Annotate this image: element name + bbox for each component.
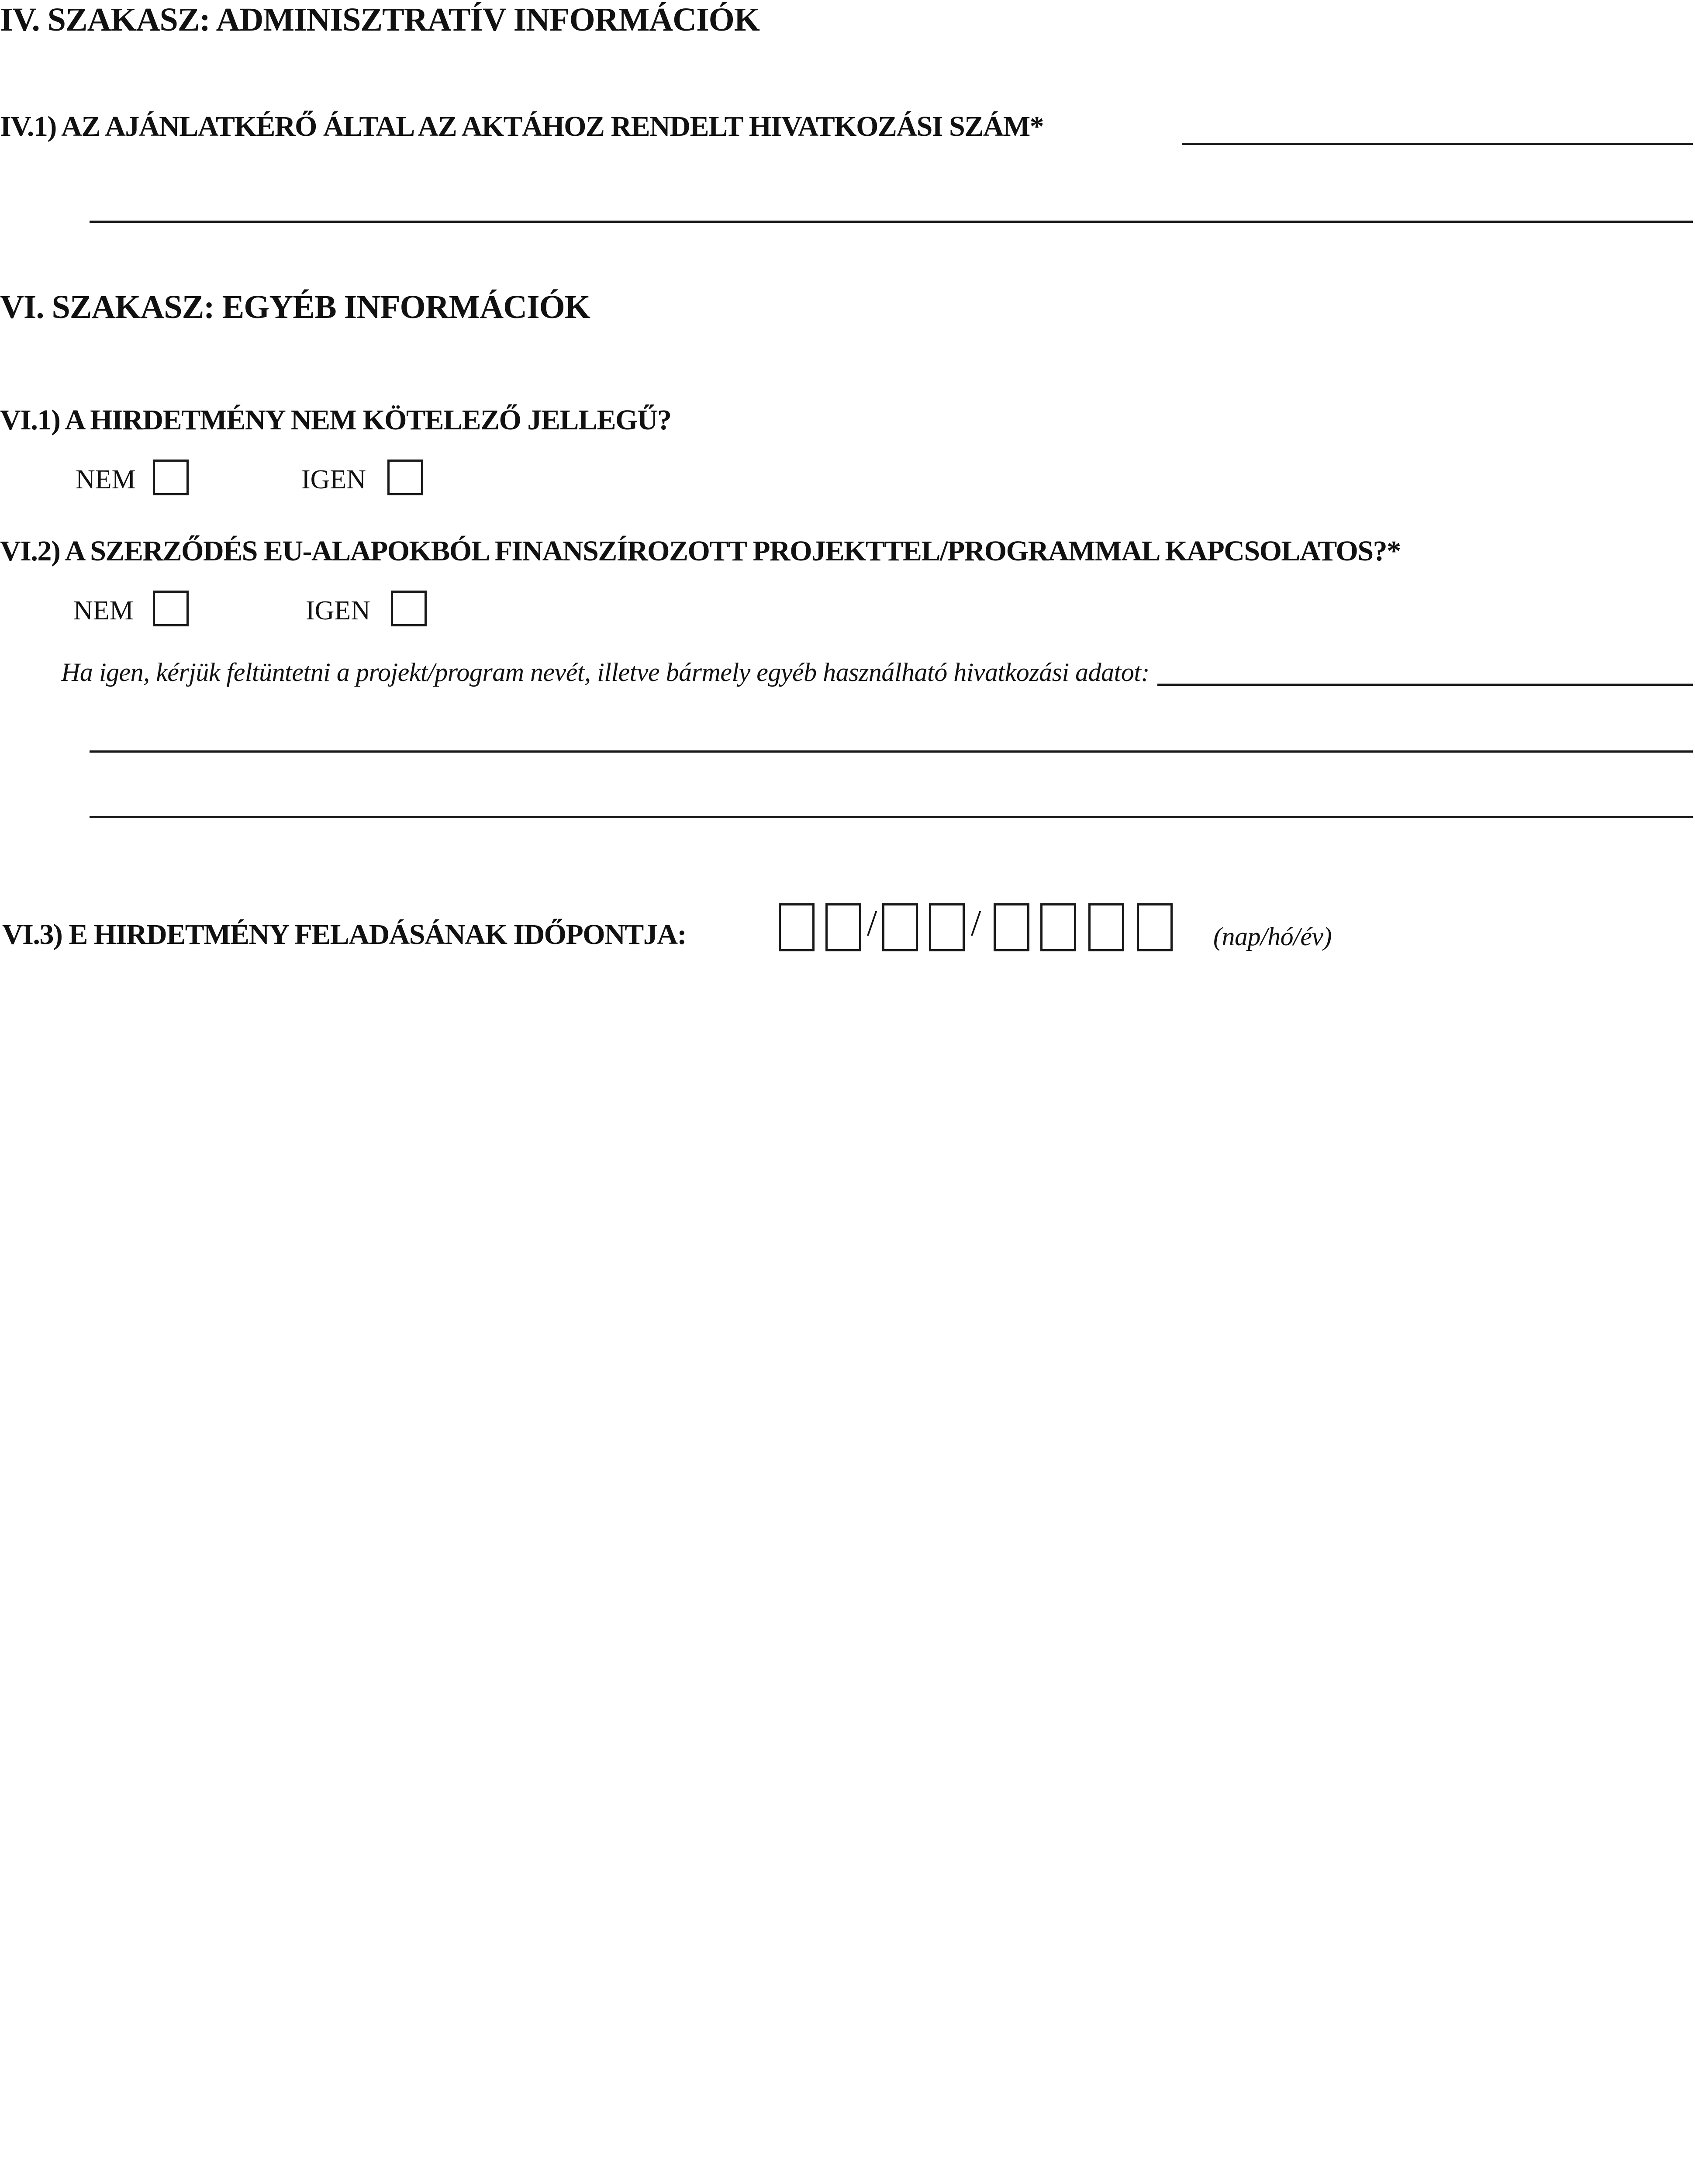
vi2-note: Ha igen, kérjük feltüntetni a projekt/program nevét, illetve bármely egyéb használható hivatkozási adatot: <box>61 658 1150 687</box>
vi2-continuation-line-1[interactable] <box>90 750 1693 753</box>
vi2-continuation-line-2[interactable] <box>90 816 1693 818</box>
vi3-label: VI.3) E HIRDETMÉNY FELADÁSÁNAK IDŐPONTJA: <box>2 919 686 950</box>
date-month-digit-2[interactable] <box>929 903 965 951</box>
vi2-project-name-line[interactable] <box>1157 684 1693 686</box>
iv1-label: IV.1) AZ AJÁNLATKÉRŐ ÁLTAL AZ AKTÁHOZ RENDELT HIVATKOZÁSI SZÁM* <box>0 111 1044 142</box>
iv1-continuation-line[interactable] <box>90 221 1693 223</box>
date-year-digit-4[interactable] <box>1137 903 1173 951</box>
date-separator-2: / <box>971 903 981 943</box>
date-format-hint: (nap/hó/év) <box>1213 922 1332 951</box>
vi2-no-checkbox[interactable] <box>153 591 189 626</box>
vi2-label: VI.2) A SZERZŐDÉS EU-ALAPOKBÓL FINANSZÍROZOTT PROJEKTTEL/PROGRAMMAL KAPCSOLATOS?* <box>0 535 1401 567</box>
date-day-digit-1[interactable] <box>779 903 815 951</box>
date-year-digit-3[interactable] <box>1088 903 1124 951</box>
iv1-reference-number-line[interactable] <box>1182 143 1693 145</box>
vi1-no-label: NEM <box>76 465 136 494</box>
vi2-no-label: NEM <box>73 596 134 625</box>
vi1-no-checkbox[interactable] <box>153 460 189 495</box>
vi1-label: VI.1) A HIRDETMÉNY NEM KÖTELEZŐ JELLEGŰ? <box>0 404 671 436</box>
date-day-digit-2[interactable] <box>825 903 861 951</box>
vi2-yes-checkbox[interactable] <box>391 591 427 626</box>
date-year-digit-2[interactable] <box>1040 903 1076 951</box>
vi1-yes-label: IGEN <box>301 465 366 494</box>
date-separator-1: / <box>867 903 877 943</box>
date-year-digit-1[interactable] <box>994 903 1029 951</box>
date-month-digit-1[interactable] <box>882 903 918 951</box>
vi1-yes-checkbox[interactable] <box>387 460 423 495</box>
section-iv-title: IV. SZAKASZ: ADMINISZTRATÍV INFORMÁCIÓK <box>0 1 759 38</box>
vi2-yes-label: IGEN <box>306 596 371 625</box>
section-vi-title: VI. SZAKASZ: EGYÉB INFORMÁCIÓK <box>0 289 590 325</box>
